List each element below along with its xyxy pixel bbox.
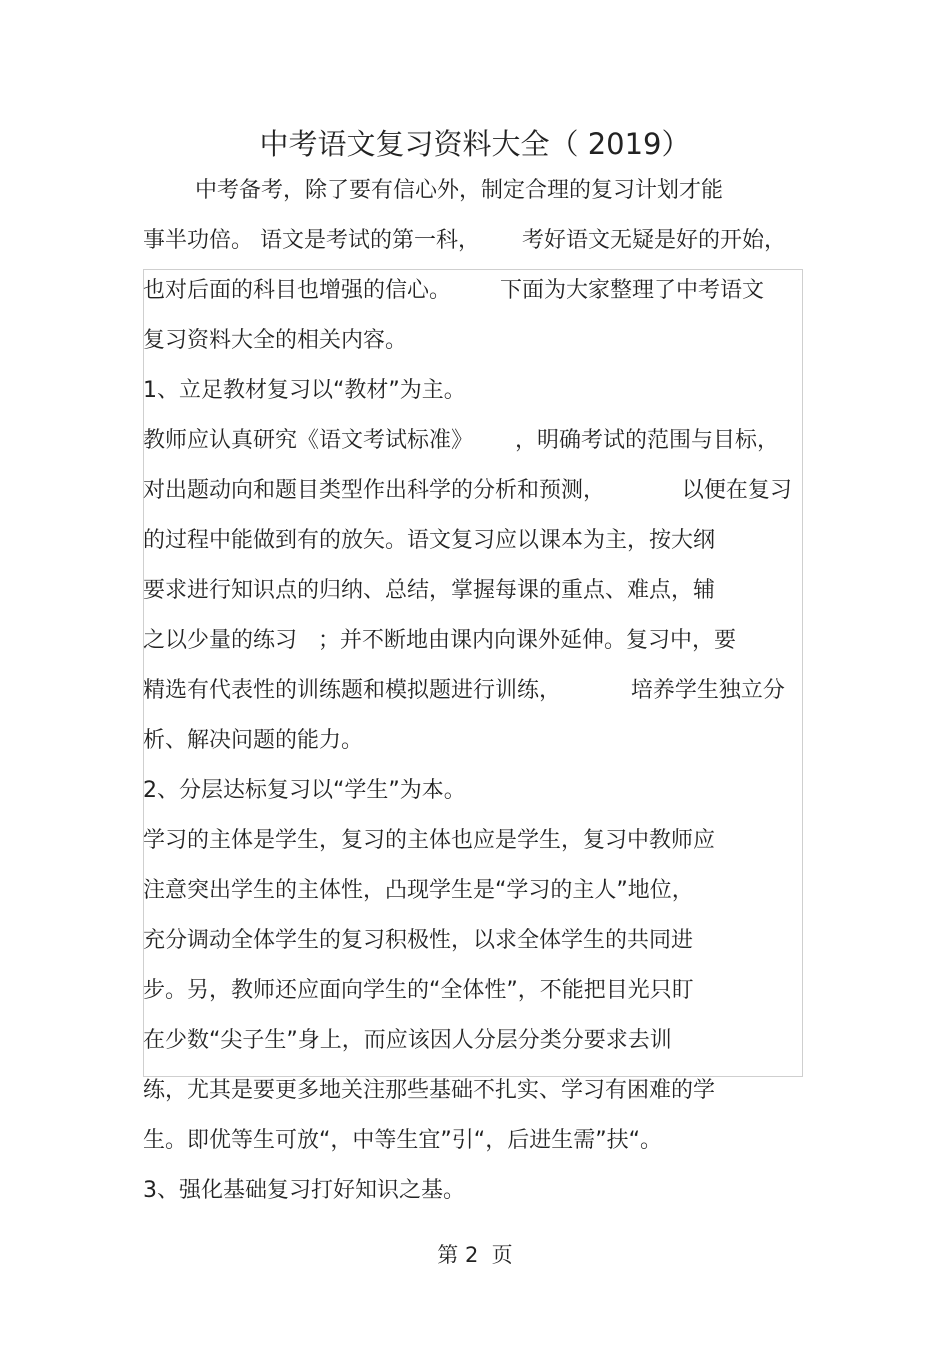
paragraph-line: 的过程中能做到有的放矢。语文复习应以课本为主，按大纲 (143, 528, 716, 553)
paragraph-line: 步。另，教师还应面向学生的“全体性”，不能把目光只盯 (143, 978, 694, 1003)
paragraph-line: 也对后面的科目也增强的信心。 下面为大家整理了中考语文 (143, 278, 764, 303)
page-number: 第 2 页 (437, 1243, 513, 1267)
section-heading: 2、分层达标复习以“学生”为本。 (143, 778, 466, 803)
paragraph-line: 充分调动全体学生的复习积极性，以求全体学生的共同进 (143, 928, 694, 953)
document-title: 中考语文复习资料大全（ 2019） (259, 127, 691, 161)
paragraph-line: 教师应认真研究《语文考试标准》 ，明确考试的范围与目标， (143, 428, 779, 453)
paragraph-line: 事半功倍。 语文是考试的第一科， 考好语文无疑是好的开始， (143, 228, 786, 253)
paragraph-line: 在少数“尖子生”身上，而应该因人分层分类分要求去训 (143, 1028, 672, 1053)
paragraph-line: 之以少量的练习 ；并不断地由课内向课外延伸。复习中，要 (143, 628, 736, 653)
paragraph-line: 注意突出学生的主体性，凸现学生是“学习的主人”地位， (143, 878, 694, 903)
paragraph-line: 学习的主体是学生，复习的主体也应是学生，复习中教师应 (143, 828, 716, 853)
paragraph-line: 练，尤其是要更多地关注那些基础不扎实、学习有困难的学 (143, 1078, 716, 1103)
section-heading: 1、立足教材复习以“教材”为主。 (143, 378, 466, 403)
paragraph-line: 复习资料大全的相关内容。 (143, 328, 408, 353)
paragraph-line: 生。即优等生可放“，中等生宜”引“，后进生需”扶“。 (143, 1128, 662, 1153)
paragraph-line: 中考备考，除了要有信心外，制定合理的复习计划才能 (195, 178, 724, 203)
paragraph-line: 析、解决问题的能力。 (143, 728, 364, 753)
paragraph-line: 精选有代表性的训练题和模拟题进行训练， 培养学生独立分 (143, 678, 785, 703)
section-heading: 3、强化基础复习打好知识之基。 (143, 1178, 465, 1203)
paragraph-line: 对出题动向和题目类型作出科学的分析和预测， 以便在复习 (143, 478, 792, 503)
paragraph-line: 要求进行知识点的归纳、总结，掌握每课的重点、难点，辅 (143, 578, 716, 603)
